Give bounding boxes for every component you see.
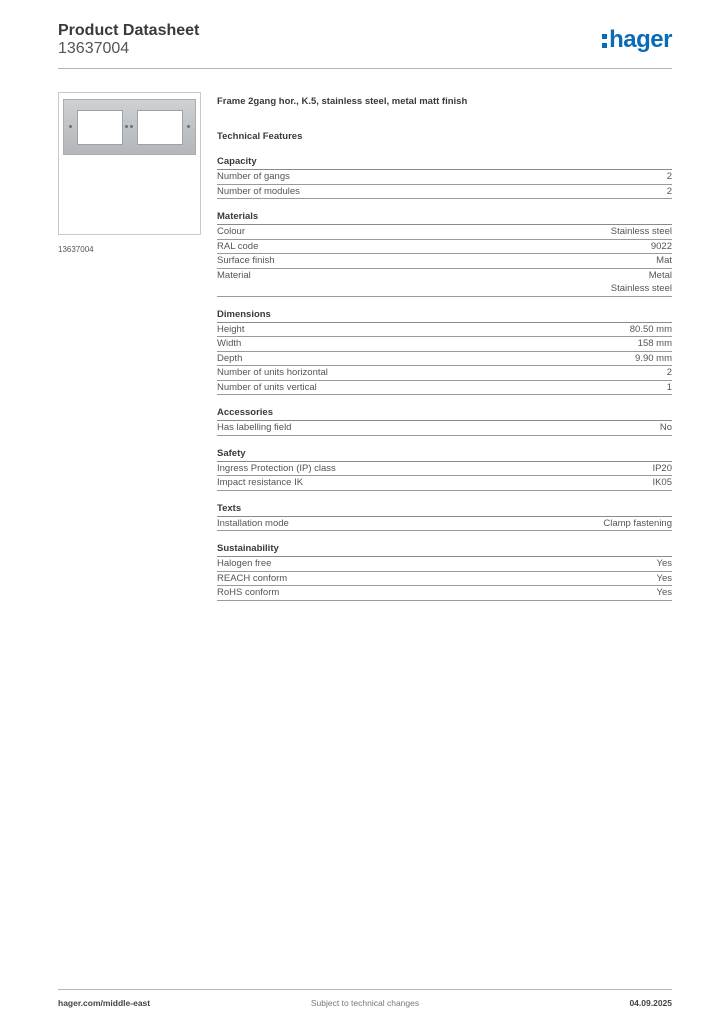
spec-label: Material [217, 269, 251, 281]
section-texts [217, 502, 672, 532]
spec-label: Installation mode [217, 517, 289, 529]
spec-label: Number of gangs [217, 171, 290, 182]
spec-label: Halogen free [217, 558, 272, 569]
spec-value: 2 [666, 367, 672, 378]
spec-value: IP20 [652, 462, 672, 474]
spec-value-multiline [611, 269, 672, 296]
section-safety [217, 447, 672, 491]
spec-value: Metal [648, 269, 672, 281]
product-image [58, 92, 201, 235]
spec-label: Ingress Protection (IP) class [217, 462, 336, 474]
spec-row [217, 352, 672, 367]
spec-row [217, 337, 672, 352]
spec-row [217, 476, 672, 491]
screw-icon [125, 125, 128, 128]
spec-value: Clamp fastening [603, 517, 672, 529]
spec-label: Height [217, 323, 245, 335]
footer-divider [58, 989, 672, 990]
product-number: 13637004 [58, 40, 130, 57]
frame-illustration [63, 99, 196, 155]
spec-value: 80.50 mm [629, 323, 672, 335]
spec-value: Yes [656, 587, 672, 598]
spec-row [217, 557, 672, 572]
spec-label: Number of units horizontal [217, 367, 328, 378]
spec-value: 2 [666, 171, 672, 182]
spec-row [217, 225, 672, 240]
screw-icon [187, 125, 190, 128]
section-sustainability [217, 542, 672, 601]
section-title: Capacity [217, 155, 672, 170]
spec-row [217, 381, 672, 396]
page-footer [58, 998, 672, 1010]
spec-label: RoHS conform [217, 587, 280, 598]
spec-row [217, 269, 672, 297]
spec-value: No [659, 422, 672, 433]
spec-value: Stainless steel [610, 226, 672, 237]
spec-value: Stainless steel [610, 283, 672, 294]
spec-row [217, 254, 672, 269]
screw-icon [130, 125, 133, 128]
spec-label: Depth [217, 352, 243, 364]
screw-icon [69, 125, 72, 128]
page-header [58, 22, 672, 70]
footer-date: 04.09.2025 [629, 998, 672, 1008]
section-title: Materials [217, 210, 672, 225]
section-title: Accessories [217, 406, 672, 421]
frame-opening [137, 110, 183, 145]
spec-row [217, 421, 672, 436]
spec-label: RAL code [217, 240, 259, 252]
spec-row [217, 170, 672, 185]
hager-logo [602, 26, 672, 54]
logo-colon-icon [602, 26, 607, 54]
spec-row [217, 517, 672, 532]
spec-label: Number of modules [217, 185, 300, 197]
logo-text: hager [609, 26, 672, 53]
section-title: Dimensions [217, 308, 672, 323]
product-name: Frame 2gang hor., K.5, stainless steel, metal matt finish [217, 96, 468, 107]
header-divider [58, 68, 672, 69]
spec-row [217, 240, 672, 255]
footer-website-link[interactable]: hager.com/middle-east [58, 998, 151, 1008]
section-accessories [217, 406, 672, 436]
spec-row [217, 572, 672, 587]
footer-notice: Subject to technical changes [310, 998, 420, 1008]
spec-label: REACH conform [217, 572, 288, 584]
technical-features-heading: Technical Features [217, 131, 303, 142]
section-capacity [217, 155, 672, 199]
spec-value: 158 mm [637, 338, 672, 349]
section-title: Sustainability [217, 542, 672, 557]
spec-label: Impact resistance IK [217, 477, 304, 488]
section-materials [217, 210, 672, 297]
image-caption: 13637004 [58, 245, 94, 254]
spec-value: 9.90 mm [635, 352, 672, 364]
spec-label: Number of units vertical [217, 381, 317, 393]
spec-row [217, 462, 672, 477]
spec-value: 1 [666, 381, 672, 393]
spec-row [217, 185, 672, 200]
spec-label: Width [217, 338, 242, 349]
spec-row [217, 323, 672, 338]
spec-value: 2 [666, 185, 672, 197]
page-title: Product Datasheet [58, 22, 200, 39]
section-dimensions [217, 308, 672, 396]
spec-label: Surface finish [217, 255, 275, 266]
frame-opening [77, 110, 123, 145]
spec-value: Yes [656, 572, 672, 584]
spec-value: 9022 [650, 240, 672, 252]
section-title: Safety [217, 447, 672, 462]
spec-value: Yes [656, 558, 672, 569]
section-title: Texts [217, 502, 672, 517]
spec-value: IK05 [652, 477, 672, 488]
spec-value: Mat [656, 255, 672, 266]
spec-content [217, 95, 672, 601]
spec-label: Colour [217, 226, 245, 237]
spec-row [217, 366, 672, 381]
spec-row [217, 586, 672, 601]
spec-label: Has labelling field [217, 422, 292, 433]
